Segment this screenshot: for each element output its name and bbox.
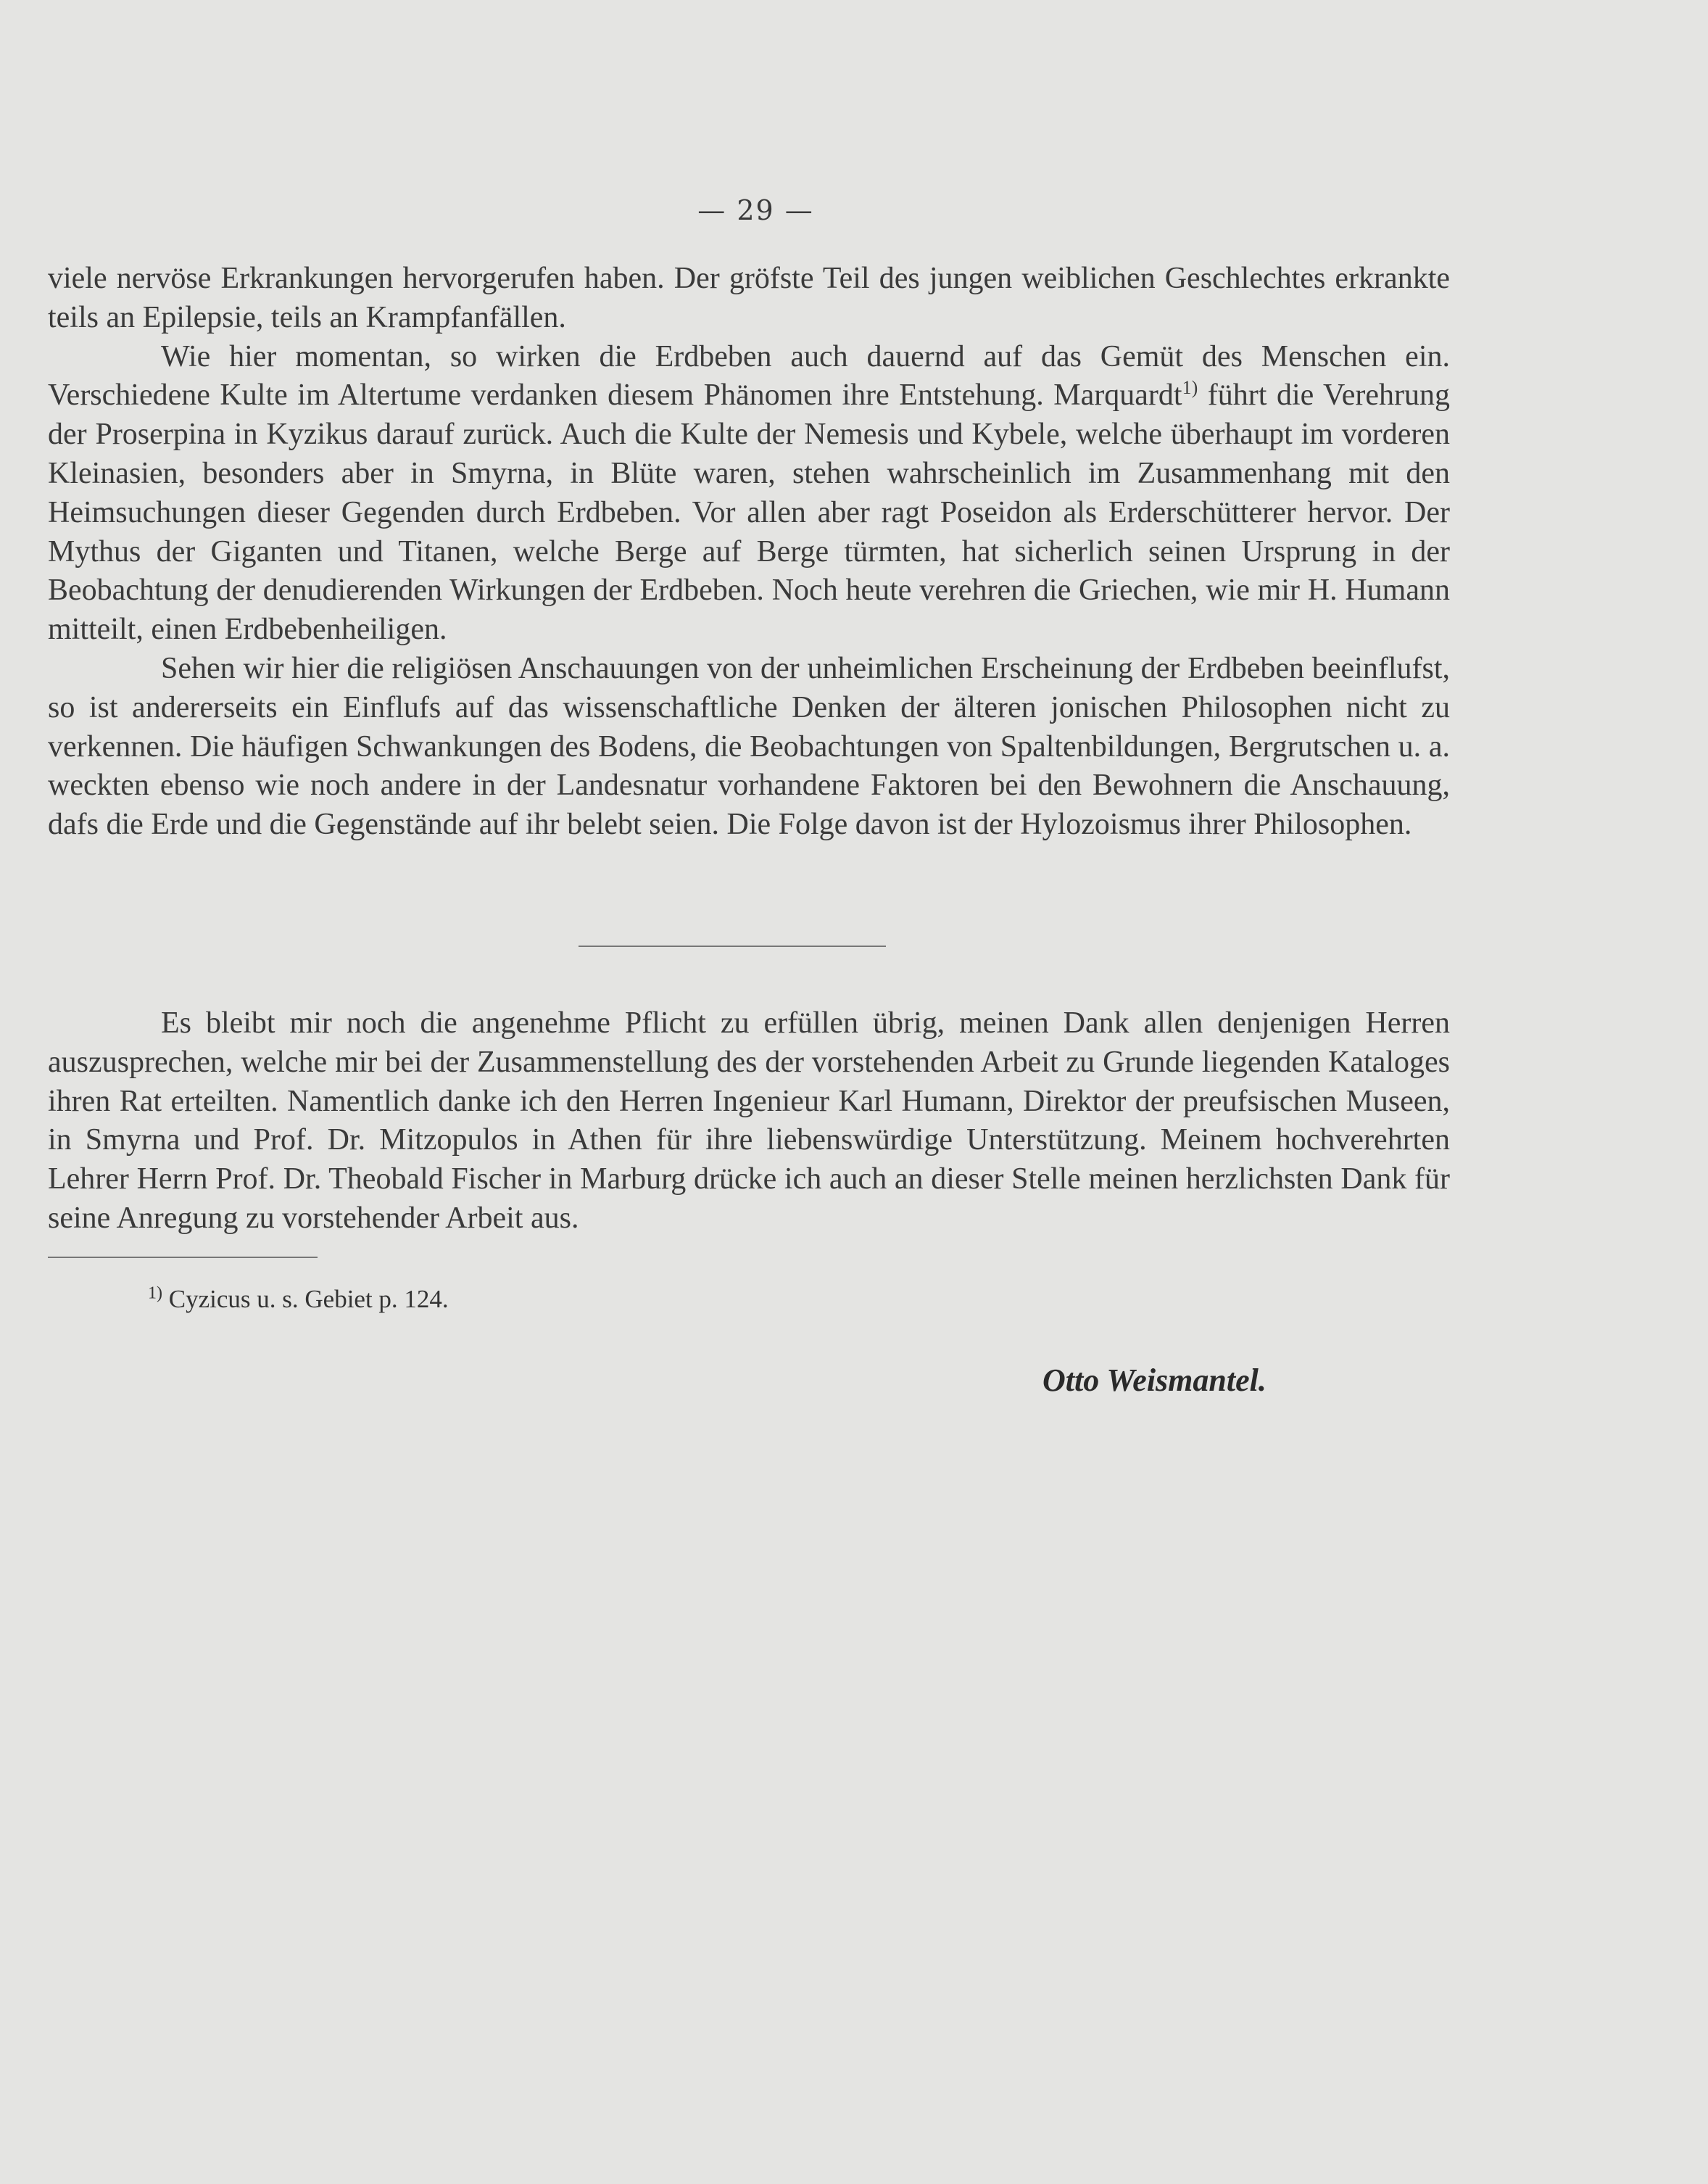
main-text [48, 260, 1450, 845]
paragraph: Es bleibt mir noch die angenehme Pflicht zu erfüllen übrig, meinen Dank allen denjenigen Herren auszusprechen, welche mir bei der Zusammenstellung des der vorstehenden Arbeit zu Grunde liegenden Kataloges ihren Rat erteilten. Namentlich danke ich den Herren Ingenieur Karl Humann, Direktor der preufsischen Museen, in Smyrna und Prof. Dr. Mitzopulos in Athen für ihre liebenswürdige Unterstützung. Meinem hochverehrten Lehrer Herrn Prof. Dr. Theobald Fischer in Marburg drücke ich auch an dieser Stelle meinen herzlichsten Dank für seine Anregung zu vorstehender Arbeit aus. [48, 1006, 1450, 1235]
acknowledgement-text [48, 1004, 1450, 1238]
page-number: — 29 — [697, 194, 814, 226]
paragraph: viele nervöse Erkrankungen hervorgerufen haben. Der gröfste Teil des jungen weiblichen Geschlechtes erkrankte teils an Epilepsie, teils an Krampfanfällen. [48, 262, 1450, 334]
author-signature: Otto Weismantel. [1042, 1362, 1267, 1398]
paragraph-text: führt die Verehrung der Proserpina in Kyzikus darauf zurück. Auch die Kulte der Nemesis und Kybele, welche überhaupt im vorderen Kleinasien, besonders aber in Smyrna, in Blüte waren, stehen wahrscheinlich im Zusammenhang mit den Heimsuchungen dieser Gegenden durch Erdbeben. Vor allen aber ragt Poseidon als Erderschütterer hervor. Der Mythus der Giganten und Titanen, welche Berge auf Berge türmten, hat sicherlich seinen Ursprung in der Beobachtung der denudierenden Wirkungen der Erdbeben. Noch heute verehren die Griechen, wie mir H. Humann mitteilt, einen Erdbebenheiligen. [48, 379, 1450, 647]
section-divider [579, 946, 886, 947]
paragraph: Sehen wir hier die religiösen Anschauungen von der unheimlichen Erscheinung der Erdbeben beeinflufst, so ist andererseits ein Einflufs auf das wissenschaftliche Denken der älteren jonischen Philosophen nicht zu verkennen. Die häufigen Schwankungen des Bodens, die Beobachtungen von Spaltenbildungen, Bergrutschen u. a. weckten ebenso wie noch andere in der Landesnatur vorhandene Faktoren bei den Bewohnern die Anschauung, dafs die Erde und die Gegenstände auf ihr belebt seien. Die Folge davon ist der Hylozoismus ihrer Philosophen. [48, 651, 1450, 842]
footnote-reference: 1) [1182, 377, 1198, 399]
footnote-divider [48, 1257, 318, 1258]
paragraph-text: Wie hier momentan, so wirken die Erdbeben auch dauernd auf das Gemüt des Menschen ein. Verschiedene Kulte im Altertume verdanken diesem Phänomen ihre Entstehung. Marquardt [48, 339, 1450, 413]
footnote-mark: 1) [148, 1283, 162, 1303]
footnote [148, 1283, 449, 1315]
paragraph [48, 338, 1450, 650]
footnote-text: Cyzicus u. s. Gebiet p. 124. [162, 1285, 449, 1313]
